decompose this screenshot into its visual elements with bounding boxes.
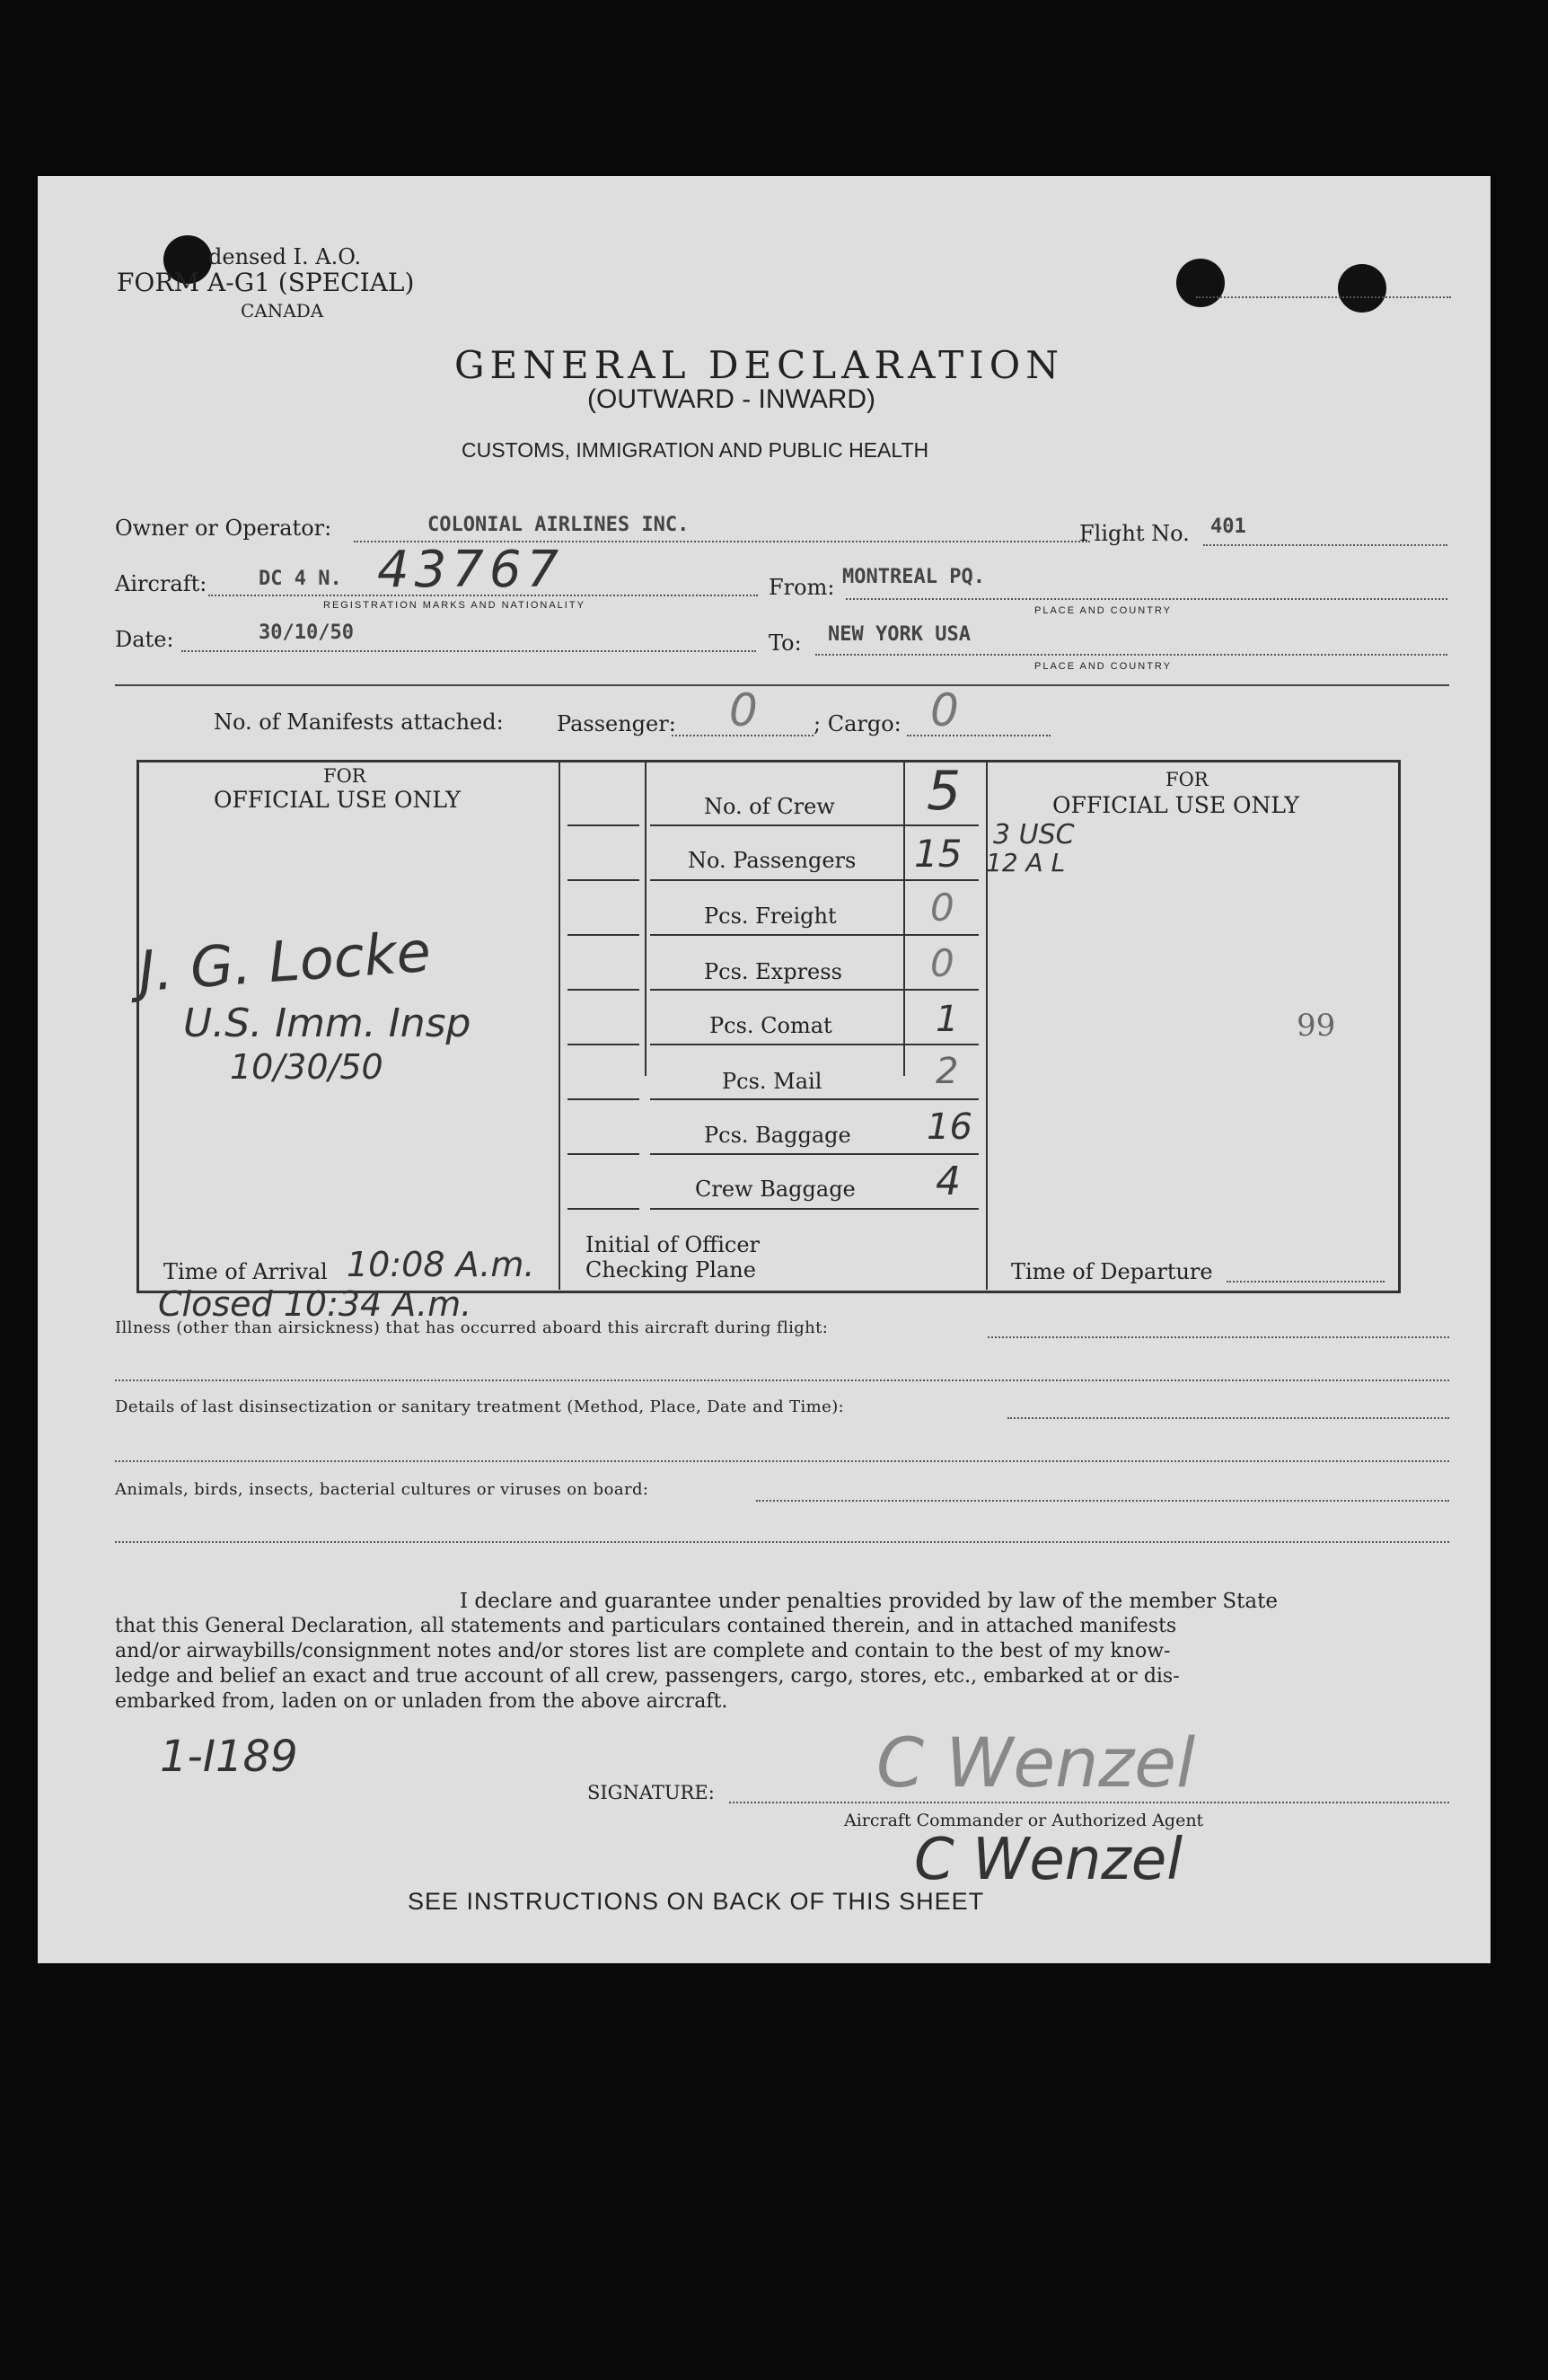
punch-hole-right-2: [1338, 264, 1386, 313]
right-number: 99: [1297, 1008, 1336, 1044]
disinsect-question: Details of last disinsectization or sanitary treatment (Method, Place, Date and Time):: [115, 1397, 845, 1416]
from-value: MONTREAL PQ.: [842, 566, 985, 588]
passenger-manifest-value: 0: [729, 684, 758, 736]
to-line: [815, 654, 1447, 656]
declaration-line-5: embarked from, laden on or unladen from the above aircraft.: [115, 1690, 728, 1713]
cell-line-6: [650, 1098, 979, 1100]
cell-line-1: [650, 824, 979, 826]
row-label-crew-baggage: Crew Baggage: [695, 1177, 856, 1202]
row-label-crew: No. of Crew: [704, 794, 835, 819]
manifests-label: No. of Manifests attached:: [214, 710, 504, 735]
row-value-comat: 1: [936, 999, 959, 1040]
illness-question: Illness (other than airsickness) that has occurred aboard this aircraft during flight:: [115, 1318, 829, 1337]
signature-value: C Wenzel: [876, 1723, 1196, 1803]
left-official-header-2: OFFICIAL USE ONLY: [214, 787, 461, 813]
aircraft-value: DC 4 N.: [259, 568, 342, 590]
page-subtitle: (OUTWARD - INWARD): [587, 384, 876, 414]
owner-value: COLONIAL AIRLINES INC.: [427, 514, 690, 536]
inspector-signature: J. G. Locke: [136, 918, 433, 1005]
place-caption-to: PLACE AND COUNTRY: [1034, 661, 1172, 672]
from-label: From:: [769, 575, 835, 600]
animals-line-2: [115, 1541, 1449, 1543]
declaration-line-3: and/or airwaybills/consignment notes and/or stores list are complete and contain to the best of my know-: [115, 1640, 1171, 1662]
form-line-1: densed I. A.O.: [208, 244, 362, 269]
disinsect-line-1: [1007, 1417, 1449, 1419]
initial-label-1: Initial of Officer: [585, 1232, 761, 1257]
illness-line-2: [115, 1380, 1449, 1381]
row-label-mail: Pcs. Mail: [722, 1069, 822, 1094]
row-value-baggage: 16: [927, 1106, 972, 1148]
row-label-passengers: No. Passengers: [688, 848, 857, 873]
cell-line-4: [650, 989, 979, 991]
date-value: 30/10/50: [259, 621, 354, 644]
row-value-crew-baggage: 4: [936, 1159, 961, 1204]
row-line-6: [567, 1098, 639, 1100]
to-value: NEW YORK USA: [828, 623, 971, 646]
departure-line: [1227, 1281, 1385, 1283]
customs-heading: CUSTOMS, IMMIGRATION AND PUBLIC HEALTH: [462, 438, 929, 462]
cell-line-3: [650, 934, 979, 936]
illness-line-1: [988, 1336, 1449, 1338]
cargo-manifest-line: [907, 735, 1051, 736]
declaration-line-1: I declare and guarantee under penalties provided by law of the member State: [460, 1590, 1278, 1613]
row-value-freight: 0: [930, 886, 954, 930]
closed-note: Closed 10:34 A.m.: [158, 1284, 472, 1324]
row-label-baggage: Pcs. Baggage: [704, 1123, 851, 1148]
flight-value: 401: [1210, 516, 1246, 538]
table-divider-4: [986, 762, 988, 1290]
place-caption-from: PLACE AND COUNTRY: [1034, 605, 1172, 616]
row-value-mail: 2: [936, 1051, 959, 1092]
date-line: [181, 650, 756, 652]
table-divider-3: [903, 762, 905, 1076]
animals-question: Animals, birds, insects, bacterial cultures or viruses on board:: [115, 1480, 649, 1499]
right-official-header-1: FOR: [1165, 769, 1209, 790]
row-value-crew: 5: [927, 760, 962, 823]
row-line-3: [567, 934, 639, 936]
row-line-4: [567, 989, 639, 991]
left-official-header-1: FOR: [323, 765, 366, 787]
inspector-date: 10/30/50: [230, 1047, 383, 1087]
flight-line: [1203, 544, 1447, 546]
departure-label: Time of Departure: [1011, 1259, 1213, 1284]
declaration-line-2: that this General Declaration, all statements and particulars contained therein, and in attached manifests: [115, 1615, 1177, 1637]
passenger-manifest-label: Passenger:: [557, 711, 676, 736]
cell-line-5: [650, 1044, 979, 1045]
initial-label-2: Checking Plane: [585, 1257, 756, 1283]
aircraft-handwritten: 43767: [377, 541, 565, 599]
declaration-line-4: ledge and belief an exact and true account of all crew, passengers, cargo, stores, etc., embarked at or dis-: [115, 1665, 1180, 1688]
page-title: GENERAL DECLARATION: [454, 343, 1064, 387]
arrival-value: 10:08 A.m.: [347, 1245, 535, 1284]
punch-hole-right-1: [1176, 259, 1225, 307]
cell-line-8: [650, 1208, 979, 1210]
row-line-2: [567, 879, 639, 881]
file-number: 1-I189: [160, 1732, 298, 1782]
registration-caption: REGISTRATION MARKS AND NATIONALITY: [323, 600, 585, 611]
inspector-title: U.S. Imm. Insp: [183, 1000, 471, 1046]
instructions: SEE INSTRUCTIONS ON BACK OF THIS SHEET: [408, 1888, 985, 1915]
to-label: To:: [769, 630, 802, 656]
arrival-label: Time of Arrival: [163, 1259, 328, 1284]
cargo-manifest-value: 0: [930, 684, 959, 736]
date-label: Date:: [115, 627, 174, 652]
right-official-header-2: OFFICIAL USE ONLY: [1052, 792, 1299, 818]
disinsect-line-2: [115, 1460, 1449, 1462]
row-value-passengers: 15: [914, 832, 963, 876]
form-number-line: [1196, 296, 1451, 298]
row-line-8: [567, 1208, 639, 1210]
signature-second: C Wenzel: [914, 1827, 1183, 1893]
form-line-2: FORM A-G1 (SPECIAL): [117, 268, 415, 297]
right-note-2: 12 A L: [986, 848, 1066, 877]
signature-label: SIGNATURE:: [587, 1782, 715, 1803]
row-line-1: [567, 824, 639, 826]
declaration-form: [38, 176, 1491, 1963]
row-label-freight: Pcs. Freight: [704, 904, 837, 929]
header-divider: [115, 684, 1449, 686]
cargo-manifest-label: ; Cargo:: [814, 711, 902, 736]
animals-line-1: [756, 1500, 1449, 1502]
table-divider-2: [645, 762, 646, 1076]
cell-line-2: [650, 879, 979, 881]
flight-label: Flight No.: [1079, 521, 1190, 546]
right-note-1: 3 USC: [993, 819, 1075, 851]
form-line-3: CANADA: [241, 300, 324, 322]
row-value-express: 0: [930, 941, 954, 985]
table-divider-1: [559, 762, 560, 1290]
commander-caption: Aircraft Commander or Authorized Agent: [844, 1811, 1204, 1830]
row-line-5: [567, 1044, 639, 1045]
row-label-comat: Pcs. Comat: [709, 1013, 832, 1038]
cell-line-7: [650, 1153, 979, 1155]
aircraft-label: Aircraft:: [115, 571, 207, 596]
from-line: [846, 598, 1447, 600]
row-line-7: [567, 1153, 639, 1155]
owner-label: Owner or Operator:: [115, 516, 332, 541]
row-label-express: Pcs. Express: [704, 959, 842, 984]
